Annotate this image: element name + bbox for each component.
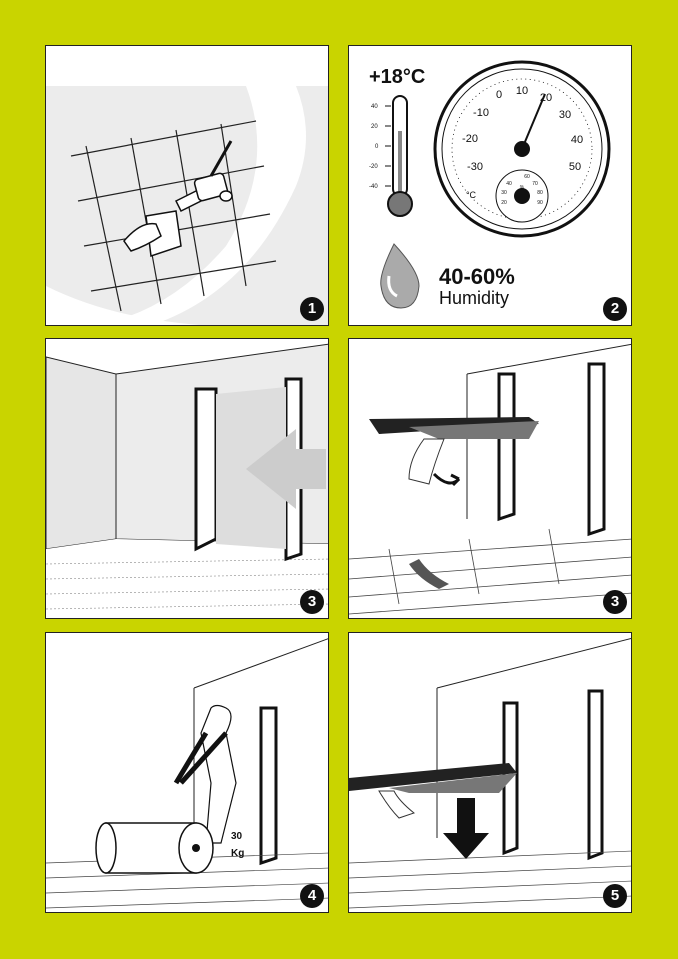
hygro-80: 80 — [537, 190, 543, 196]
step-number-badge: 1 — [300, 297, 324, 321]
dial-label-20: 20 — [539, 92, 553, 104]
dial-label-10: 10 — [515, 85, 529, 97]
humidity-label: Humidity — [439, 288, 510, 308]
thermo-tick-20: 20 — [371, 124, 378, 130]
thermo-tick-m40: -40 — [369, 184, 378, 190]
place-plank-illustration — [349, 633, 632, 913]
step-2-panel — [348, 45, 632, 326]
dial-label-30: 30 — [558, 109, 572, 121]
step-number-badge: 3 — [300, 590, 324, 614]
acclimatize-room-illustration — [46, 339, 329, 619]
lay-planks-illustration — [349, 339, 632, 619]
temperature-label: +18°C — [369, 66, 426, 88]
thermo-tick-0: 0 — [375, 144, 379, 150]
step-1-panel — [45, 45, 329, 326]
hygro-20: 20 — [501, 200, 507, 206]
hygro-30: 30 — [501, 190, 507, 196]
roller-weight-label — [231, 831, 244, 859]
roller-illustration — [46, 633, 329, 913]
clean-floor-illustration — [46, 46, 329, 326]
dial-label-0: 0 — [495, 89, 503, 101]
dial-label-m10: -10 — [473, 107, 489, 119]
dial-label-50: 50 — [568, 161, 582, 173]
hygro-unit: % — [519, 185, 525, 191]
thermometer-icon — [385, 96, 412, 216]
roller-weight-unit: Kg — [231, 848, 245, 859]
step-3a-panel — [45, 338, 329, 619]
step-number-badge: 2 — [603, 297, 627, 321]
hygro-60: 60 — [524, 174, 530, 180]
thermo-tick-40: 40 — [371, 104, 378, 110]
thermo-tick-m20: -20 — [369, 164, 378, 170]
dial-label-40: 40 — [570, 134, 584, 146]
hygro-70: 70 — [532, 181, 538, 187]
step-4-panel — [45, 632, 329, 913]
step-number-badge: 5 — [603, 884, 627, 908]
step-3b-panel — [348, 338, 632, 619]
dial-label-m30: -30 — [467, 161, 483, 173]
roller-weight-value: 30 — [231, 831, 243, 842]
water-drop-icon — [381, 244, 419, 308]
hygro-90: 90 — [537, 200, 543, 206]
step-number-badge: 3 — [603, 590, 627, 614]
dial-unit: °C — [465, 190, 477, 200]
humidity-range: 40-60% — [439, 264, 515, 289]
step-number-badge: 4 — [300, 884, 324, 908]
hygro-40: 40 — [506, 181, 512, 187]
dial-label-m20: -20 — [462, 133, 478, 145]
step-5-panel — [348, 632, 632, 913]
